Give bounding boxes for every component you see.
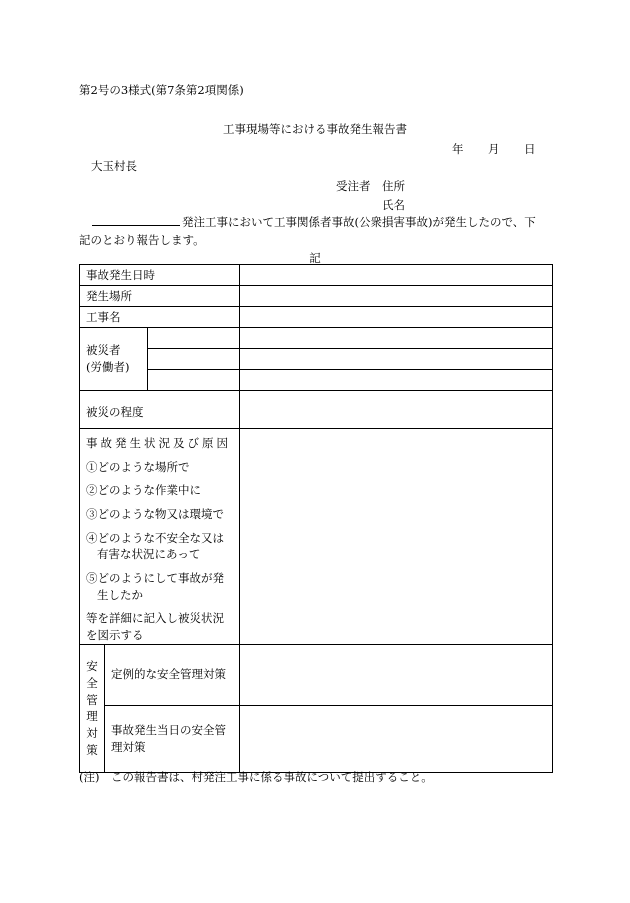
victim-field-2[interactable] (240, 349, 553, 370)
date-month: 月 (488, 142, 500, 156)
ki-heading: 記 (309, 251, 321, 265)
location-label: 発生場所 (80, 286, 240, 307)
contractor-address-label: 住所 (382, 179, 405, 193)
date-year: 年 (452, 142, 464, 156)
routine-safety-label: 定例的な安全管理対策 (105, 644, 240, 705)
safety-measures-vertical-label (80, 644, 105, 772)
safety-char-5: 対 (86, 725, 98, 740)
cause-q4-line1: ④どのような不安全な又は (86, 530, 224, 545)
cause-q5-line2: 生したか (97, 587, 143, 602)
body-text-line1 (92, 214, 536, 230)
victim-label-line2: (労働者) (86, 360, 130, 374)
cause-q3: ③どのような物又は環境で (86, 507, 224, 522)
addressee: 大玉村長 (91, 159, 137, 173)
safety-char-3: 管 (86, 692, 98, 707)
victim-subfield-3[interactable] (148, 370, 240, 391)
day-safety-line2: 理対策 (111, 739, 146, 754)
day-safety-line1: 事故発生当日の安全管 (111, 723, 226, 738)
cause-q2: ②どのような作業中に (86, 483, 201, 498)
victim-subfield-2[interactable] (148, 349, 240, 370)
cause-q5-line1: ⑤どのようにして事故が発 (86, 571, 224, 586)
footnote: (注) この報告書は、村発注工事に係る事故について提出すること。 (79, 770, 433, 784)
body-text-line2: 記のとおり報告します。 (79, 233, 205, 247)
contractor-label: 受注者 (336, 179, 371, 193)
routine-safety-field[interactable] (240, 644, 553, 705)
project-name-label: 工事名 (80, 307, 240, 328)
safety-char-1: 安 (86, 659, 98, 674)
cause-label (80, 429, 240, 645)
victim-label (80, 328, 148, 391)
cause-footer-line2: を図示する (86, 628, 144, 643)
contractor-name-label: 氏名 (382, 198, 405, 212)
cause-field[interactable] (240, 429, 553, 645)
day-safety-field[interactable] (240, 705, 553, 772)
body-line1-text: 発注工事において工事関係者事故(公衆損害事故)が発生したので、下 (182, 215, 536, 229)
report-table (79, 264, 553, 773)
date-line (452, 141, 536, 157)
date-day: 日 (524, 142, 536, 156)
cause-heading: 事故発生状況及び原因 (86, 436, 231, 450)
project-name-field[interactable] (240, 307, 553, 328)
document-title: 工事現場等における事故発生報告書 (223, 122, 407, 136)
victim-subfield-1[interactable] (148, 328, 240, 349)
safety-char-6: 策 (86, 742, 98, 757)
cause-q4-line2: 有害な状況にあって (97, 547, 201, 562)
blank-underline (92, 215, 180, 226)
damage-extent-label: 被災の程度 (80, 391, 240, 429)
victim-field-1[interactable] (240, 328, 553, 349)
safety-char-4: 理 (86, 709, 98, 724)
victim-label-line1: 被災者 (86, 343, 121, 358)
location-field[interactable] (240, 286, 553, 307)
safety-char-2: 全 (86, 675, 98, 690)
cause-q1: ①どのような場所で (86, 459, 190, 474)
occurrence-datetime-label: 事故発生日時 (80, 265, 240, 286)
victim-field-3[interactable] (240, 370, 553, 391)
form-number: 第2号の3様式(第7条第2項関係) (79, 83, 244, 97)
damage-extent-field[interactable] (240, 391, 553, 429)
cause-footer-line1: 等を詳細に記入し被災状況 (86, 611, 224, 626)
day-safety-label (105, 705, 240, 772)
occurrence-datetime-field[interactable] (240, 265, 553, 286)
